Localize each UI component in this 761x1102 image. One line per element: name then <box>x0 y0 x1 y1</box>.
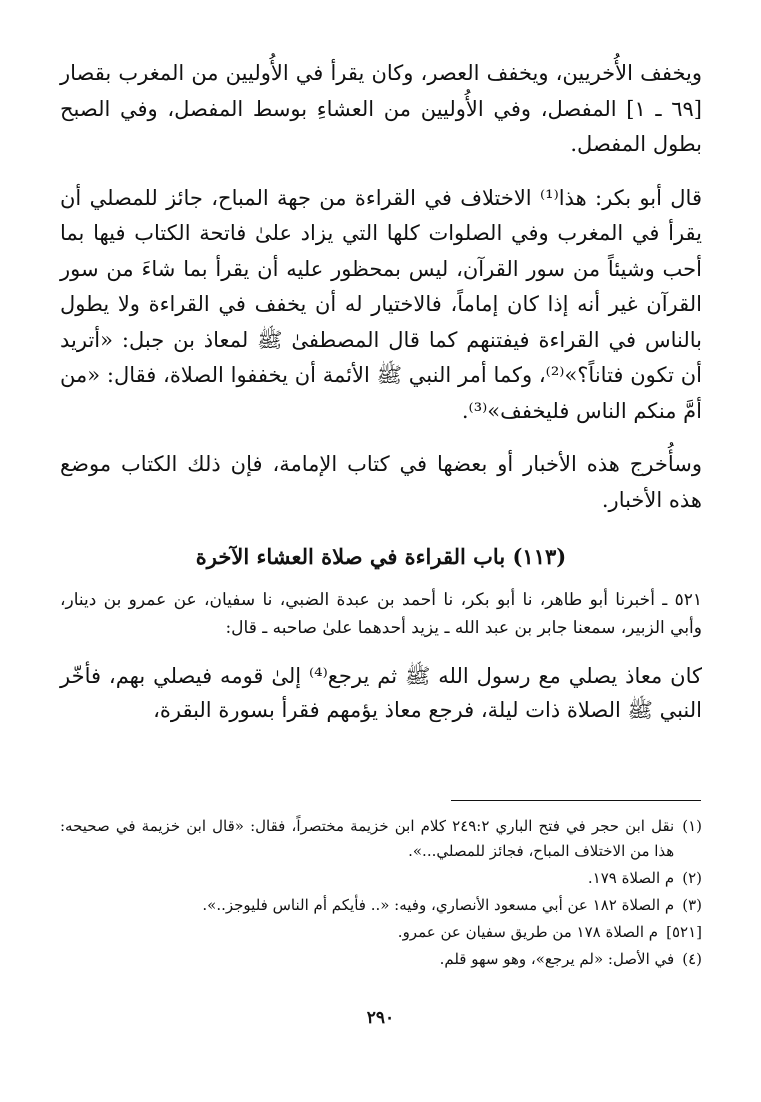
paragraph-3: وسأُخرج هذه الأخبار أو بعضها في كتاب الإمامة، فإن ذلك الكتاب موضع هذه الأخبار. <box>60 452 702 512</box>
footnote-divider <box>451 800 701 801</box>
footnotes <box>60 814 702 974</box>
footnote-item <box>60 920 702 945</box>
footnote-text: م الصلاة ١٧٩. <box>587 869 675 887</box>
hadith-chain: ٥٢١ ـ أخبرنا أبو طاهر، نا أبو بكر، نا أحمد بن عبدة الضبي، نا سفيان، عن عمرو بن دينار، وأبي الزبير، سمعنا جابر بن عبد الله ـ يزيد أحدهما علىٰ صاحبه ـ قال: <box>60 590 702 638</box>
footnote-text: في الأصل: «لم يرجع»، وهو سهو قلم. <box>439 950 675 968</box>
footnote-text: م الصلاة ١٧٨ من طريق سفيان عن عمرو. <box>397 923 659 941</box>
footnote-item <box>60 866 702 891</box>
paragraph-2: قال أبو بكر: هذا⁽¹⁾ الاختلاف في القراءة من جهة المباح، جائز للمصلي أن يقرأ في المغرب وفي الصلوات كلها التي يزاد علىٰ فاتحة الكتاب فيها بما أحب وشيئاً من سور القرآن، ليس بمحظور عليه أن يقرأ بما شاءَ من سور القرآن غير أنه إذا كان إماماً، فالاختيار له أن يخفف في القراءة ولا يطول بالناس في القراءة فيفتنهم كما قال المصطفىٰ ﷺ لمعاذ بن جبل: «أتريد أن تكون فتاناً؟»⁽²⁾، وكما أمر النبي ﷺ الأئمة أن يخففوا الصلاة، فقال: «من أمَّ منكم الناس فليخفف»⁽³⁾. <box>60 185 703 423</box>
hadith-text: كان معاذ يصلي مع رسول الله ﷺ ثم يرجع⁽⁴⁾ إلىٰ قومه فيصلي بهم، فأخّر النبي ﷺ الصلاة ذات ليلة، فرجع معاذ يؤمهم فقرأ بسورة البقرة، <box>60 664 702 722</box>
footnote-item <box>60 814 702 864</box>
paragraph-1: ويخفف الأُخريين، ويخفف العصر، وكان يقرأ في الأُوليين من المغرب بقصار [٦٩ ـ ١] المفصل، وفي الأُوليين من العشاءِ بوسط المفصل، وفي الصبح بطول المفصل. <box>60 61 702 156</box>
footnote-item <box>60 947 702 972</box>
footnote-marker: (١) <box>682 817 702 835</box>
chapter-heading: (١١٣) باب القراءة في صلاة العشاء الآخرة <box>195 544 567 569</box>
footnote-marker: (٢) <box>682 869 702 887</box>
footnote-marker: (٣) <box>682 896 702 914</box>
footnote-text: م الصلاة ١٨٢ عن أبي مسعود الأنصاري، وفيه: «.. فأيكم أم الناس فليوجز..». <box>202 896 675 914</box>
footnote-item <box>60 893 702 918</box>
footnote-text: نقل ابن حجر في فتح الباري ٢٤٩:٢ كلام ابن خزيمة مختصراً، فقال: «قال ابن خزيمة في صحيحه: هذا من الاختلاف المباح، فجائز للمصلي...». <box>60 817 675 860</box>
footnote-marker: [٥٢١] <box>666 923 702 941</box>
page-number: ٢٩٠ <box>366 1008 395 1028</box>
main-text-block <box>60 48 702 748</box>
footnote-marker: (٤) <box>682 950 702 968</box>
